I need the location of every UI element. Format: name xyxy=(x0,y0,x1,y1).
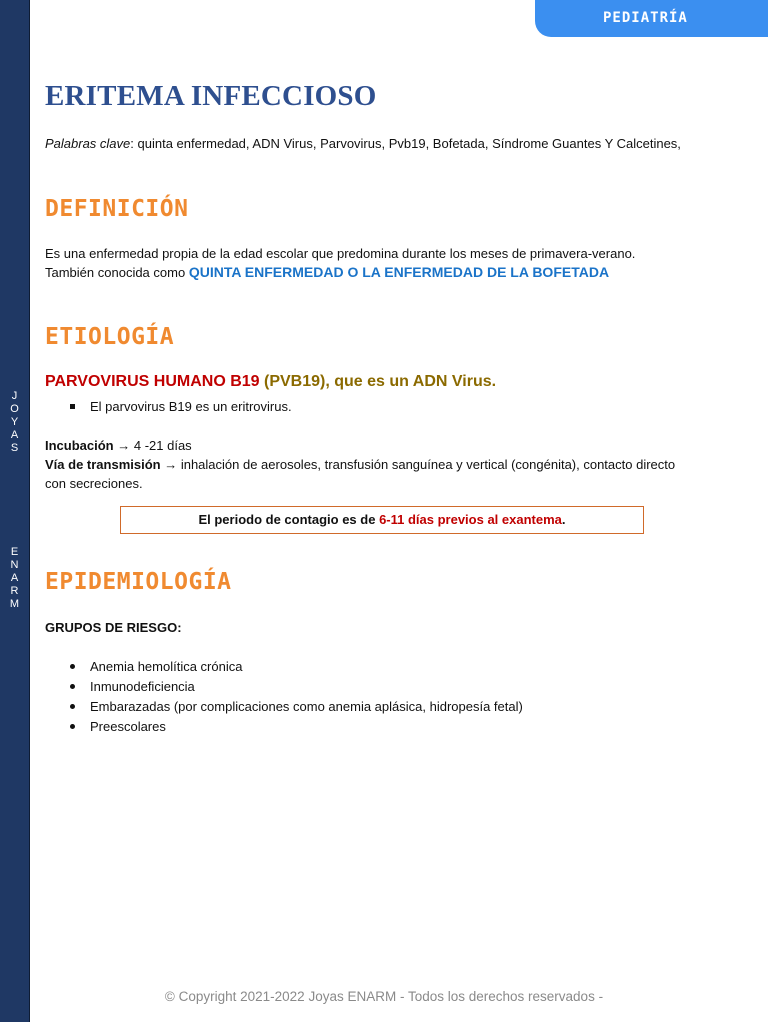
contagio-callout-box xyxy=(120,506,644,534)
agent-name: PARVOVIRUS HUMANO B19 xyxy=(45,373,264,390)
risk-item: Preescolares xyxy=(90,719,166,734)
copyright-footer: © Copyright 2021-2022 Joyas ENARM - Todos los derechos reservados - xyxy=(164,989,604,1004)
heading-definicion: DEFINICIÓN xyxy=(45,196,189,222)
section-badge: PEDIATRÍA xyxy=(535,0,768,37)
dot-bullet-icon xyxy=(70,704,75,709)
side-bar xyxy=(0,0,30,1022)
sidebar-letter: A xyxy=(10,429,19,441)
list-item xyxy=(70,657,523,677)
risk-item: Anemia hemolítica crónica xyxy=(90,659,243,674)
page-title: ERITEMA INFECCIOSO xyxy=(45,80,377,112)
sidebar-word-joyas xyxy=(0,390,29,455)
keywords-text: : quinta enfermedad, ADN Virus, Parvovirus, Pvb19, Bofetada, Síndrome Guantes Y Calcetines, xyxy=(130,136,681,151)
definicion-line-2 xyxy=(45,263,635,282)
definicion-prefix: También conocida como xyxy=(45,265,189,280)
incubacion-line xyxy=(45,436,675,455)
agent-detail: (PVB19), que es un ADN Virus. xyxy=(264,373,497,390)
bullet-text: El parvovirus B19 es un eritrovirus. xyxy=(90,399,292,414)
box-suffix: . xyxy=(561,512,566,527)
etiologia-details xyxy=(45,436,675,493)
sidebar-letter: S xyxy=(10,442,19,454)
definicion-line-1: Es una enfermedad propia de la edad escolar que predomina durante los meses de primavera-verano. xyxy=(45,246,636,261)
transmision-label: Vía de transmisión xyxy=(45,457,161,472)
list-item xyxy=(70,717,523,737)
sidebar-letter: Y xyxy=(10,416,19,428)
arrow-right-icon: → xyxy=(117,438,131,453)
list-item xyxy=(70,399,292,414)
transmision-line-2: con secreciones. xyxy=(45,476,143,491)
sidebar-letter: M xyxy=(9,598,20,610)
arrow-right-icon: → xyxy=(164,457,178,472)
etiologia-agent xyxy=(45,373,496,391)
sidebar-letter: J xyxy=(11,390,18,402)
risk-heading: GRUPOS DE RIESGO: xyxy=(45,620,182,635)
box-prefix: El periodo de contagio es de xyxy=(198,512,380,527)
risk-item: Inmunodeficiencia xyxy=(90,679,195,694)
dot-bullet-icon xyxy=(70,724,75,729)
square-bullet-icon xyxy=(70,404,75,409)
box-highlight: 6-11 días previos al exantema xyxy=(379,512,562,527)
heading-epidemiologia: EPIDEMIOLOGÍA xyxy=(45,569,232,595)
sidebar-letter: O xyxy=(10,403,19,415)
sidebar-letter: A xyxy=(10,572,19,584)
risk-item: Embarazadas (por complicaciones como anemia aplásica, hidropesía fetal) xyxy=(90,699,523,714)
keywords-line xyxy=(45,136,681,151)
sidebar-letter: R xyxy=(10,585,19,597)
sidebar-letter: N xyxy=(10,559,19,571)
sidebar-letter: E xyxy=(10,546,19,558)
definicion-highlight: QUINTA ENFERMEDAD O LA ENFERMEDAD DE LA BOFETADA xyxy=(188,264,610,280)
sidebar-word-enarm xyxy=(0,546,29,611)
dot-bullet-icon xyxy=(70,684,75,689)
incubacion-label: Incubación xyxy=(45,438,114,453)
keywords-label: Palabras clave xyxy=(45,136,131,151)
risk-list xyxy=(70,657,523,737)
transmision-value: inhalación de aerosoles, transfusión sanguínea y vertical (congénita), contacto directo xyxy=(177,457,676,472)
list-item xyxy=(70,677,523,697)
dot-bullet-icon xyxy=(70,664,75,669)
list-item xyxy=(70,697,523,717)
definicion-paragraph xyxy=(45,244,635,282)
transmision-line xyxy=(45,455,675,474)
incubacion-value: 4 -21 días xyxy=(130,438,192,453)
heading-etiologia: ETIOLOGÍA xyxy=(45,324,175,350)
etiologia-bullets xyxy=(70,399,292,414)
